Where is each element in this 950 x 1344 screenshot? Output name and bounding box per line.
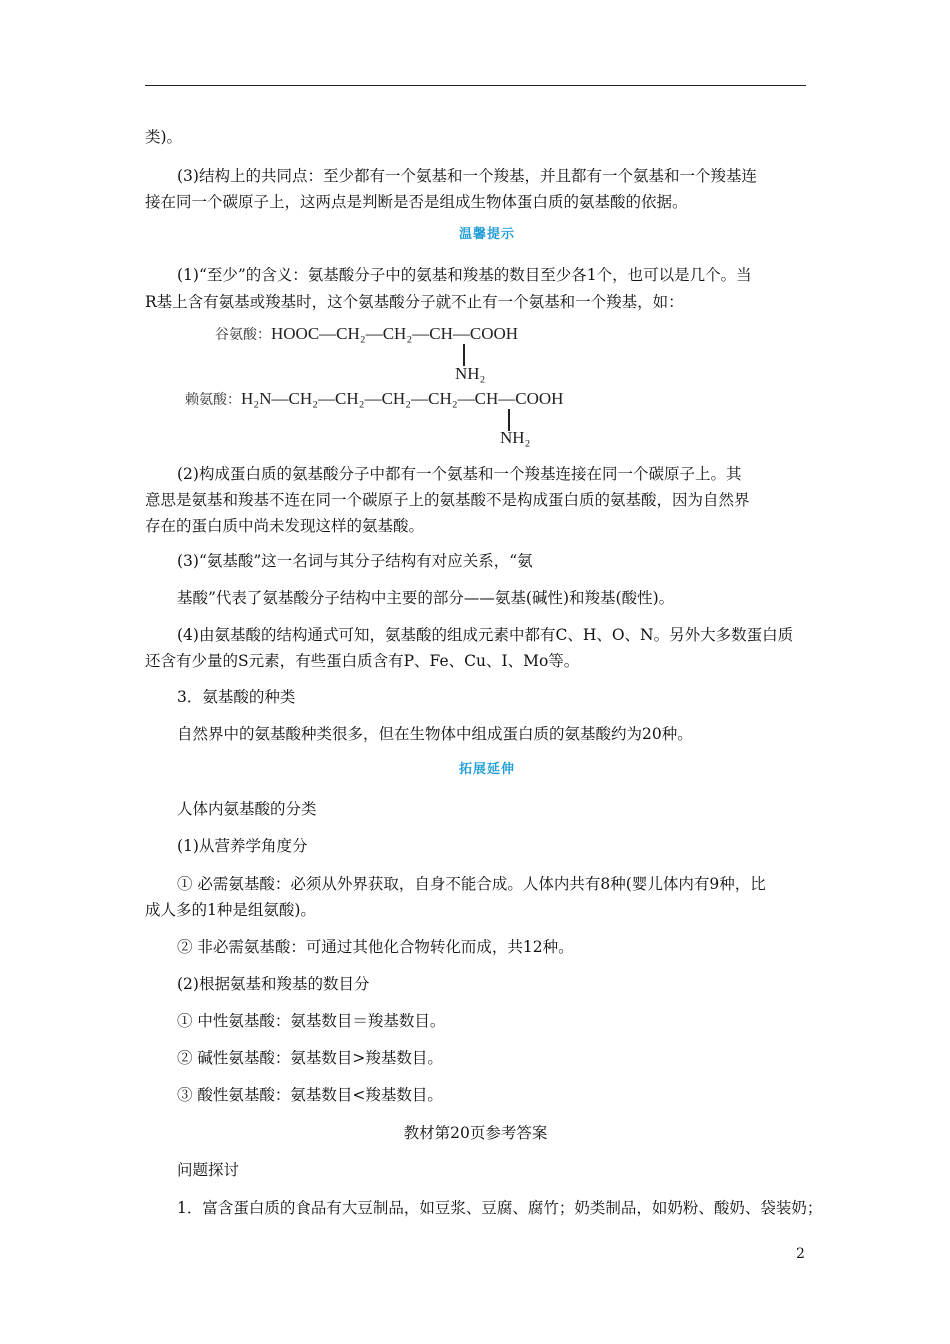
paragraph-line: R基上含有氨基或羧基时，这个氨基酸分子就不止有一个氨基和一个羧基，如：	[145, 293, 684, 311]
formula-name: 谷氨酸：	[215, 327, 271, 343]
paragraph-line: (3)“氨基酸”这一名词与其分子结构有对应关系，“氨	[177, 552, 533, 570]
paragraph-line: 类)。	[145, 128, 183, 146]
paragraph-line: ① 必需氨基酸：必须从外界获取，自身不能合成。人体内共有8种(婴儿体内有9种，比	[177, 875, 766, 893]
extension-badge: 拓展延伸	[459, 762, 516, 777]
paragraph-line: 问题探讨	[177, 1161, 240, 1179]
paragraph-line: (1)“至少”的含义：氨基酸分子中的氨基和羧基的数目至少各1个，也可以是几个。当	[177, 266, 752, 284]
section-title: 教材第20页参考答案	[403, 1124, 548, 1142]
tip-badge: 温馨提示	[459, 227, 516, 242]
paragraph-line: 自然界中的氨基酸种类很多，但在生物体中组成蛋白质的氨基酸约为20种。	[177, 725, 693, 743]
paragraph-line: 存在的蛋白质中尚未发现这样的氨基酸。	[145, 517, 425, 535]
lysine-formula	[185, 389, 563, 410]
bond-line	[463, 344, 465, 366]
paragraph-line: 基酸”代表了氨基酸分子结构中主要的部分——氨基(碱性)和羧基(酸性)。	[177, 589, 675, 607]
lysine-amino-group: NH₂	[500, 428, 531, 447]
formula-name: 赖氨酸：	[185, 392, 241, 408]
paragraph-line: 人体内氨基酸的分类	[177, 800, 317, 818]
glutamic-acid-amino-group: NH₂	[455, 364, 486, 383]
glutamic-acid-formula	[215, 324, 518, 345]
page-number: 2	[796, 1246, 805, 1262]
paragraph-line: ① 中性氨基酸：氨基数目＝羧基数目。	[177, 1012, 446, 1030]
paragraph-line: ② 碱性氨基酸：氨基数目>羧基数目。	[177, 1049, 443, 1067]
formula-main-chain: HOOC—CH₂—CH₂—CH—COOH	[271, 324, 519, 343]
paragraph-line: 还含有少量的S元素，有些蛋白质含有P、Fe、Cu、I、Mo等。	[145, 652, 580, 670]
paragraph-line: 意思是氨基和羧基不连在同一个碳原子上的氨基酸不是构成蛋白质的氨基酸，因为自然界	[145, 491, 750, 509]
paragraph-line: (1)从营养学角度分	[177, 837, 308, 855]
paragraph-line: ② 非必需氨基酸：可通过其他化合物转化而成，共12种。	[177, 938, 574, 956]
header-rule	[145, 85, 806, 86]
paragraph-line: ③ 酸性氨基酸：氨基数目<羧基数目。	[177, 1086, 443, 1104]
paragraph-line: 接在同一个碳原子上，这两点是判断是否是组成生物体蛋白质的氨基酸的依据。	[145, 193, 688, 211]
paragraph-line: (2)构成蛋白质的氨基酸分子中都有一个氨基和一个羧基连接在同一个碳原子上。其	[177, 465, 742, 483]
paragraph-line: 成人多的1种是组氨酸)。	[145, 901, 316, 919]
paragraph-line: (4)由氨基酸的结构通式可知，氨基酸的组成元素中都有C、H、O、N。另外大多数蛋白质	[177, 626, 794, 644]
paragraph-line: 1．富含蛋白质的食品有大豆制品，如豆浆、豆腐、腐竹；奶类制品，如奶粉、酸奶、袋装奶；	[177, 1199, 823, 1217]
section-heading: 3．氨基酸的种类	[177, 688, 296, 706]
paragraph-line: (2)根据氨基和羧基的数目分	[177, 975, 370, 993]
paragraph-line: (3)结构上的共同点：至少都有一个氨基和一个羧基，并且都有一个氨基和一个羧基连	[177, 167, 757, 185]
formula-main-chain: H₂N—CH₂—CH₂—CH₂—CH₂—CH—COOH	[241, 389, 564, 408]
